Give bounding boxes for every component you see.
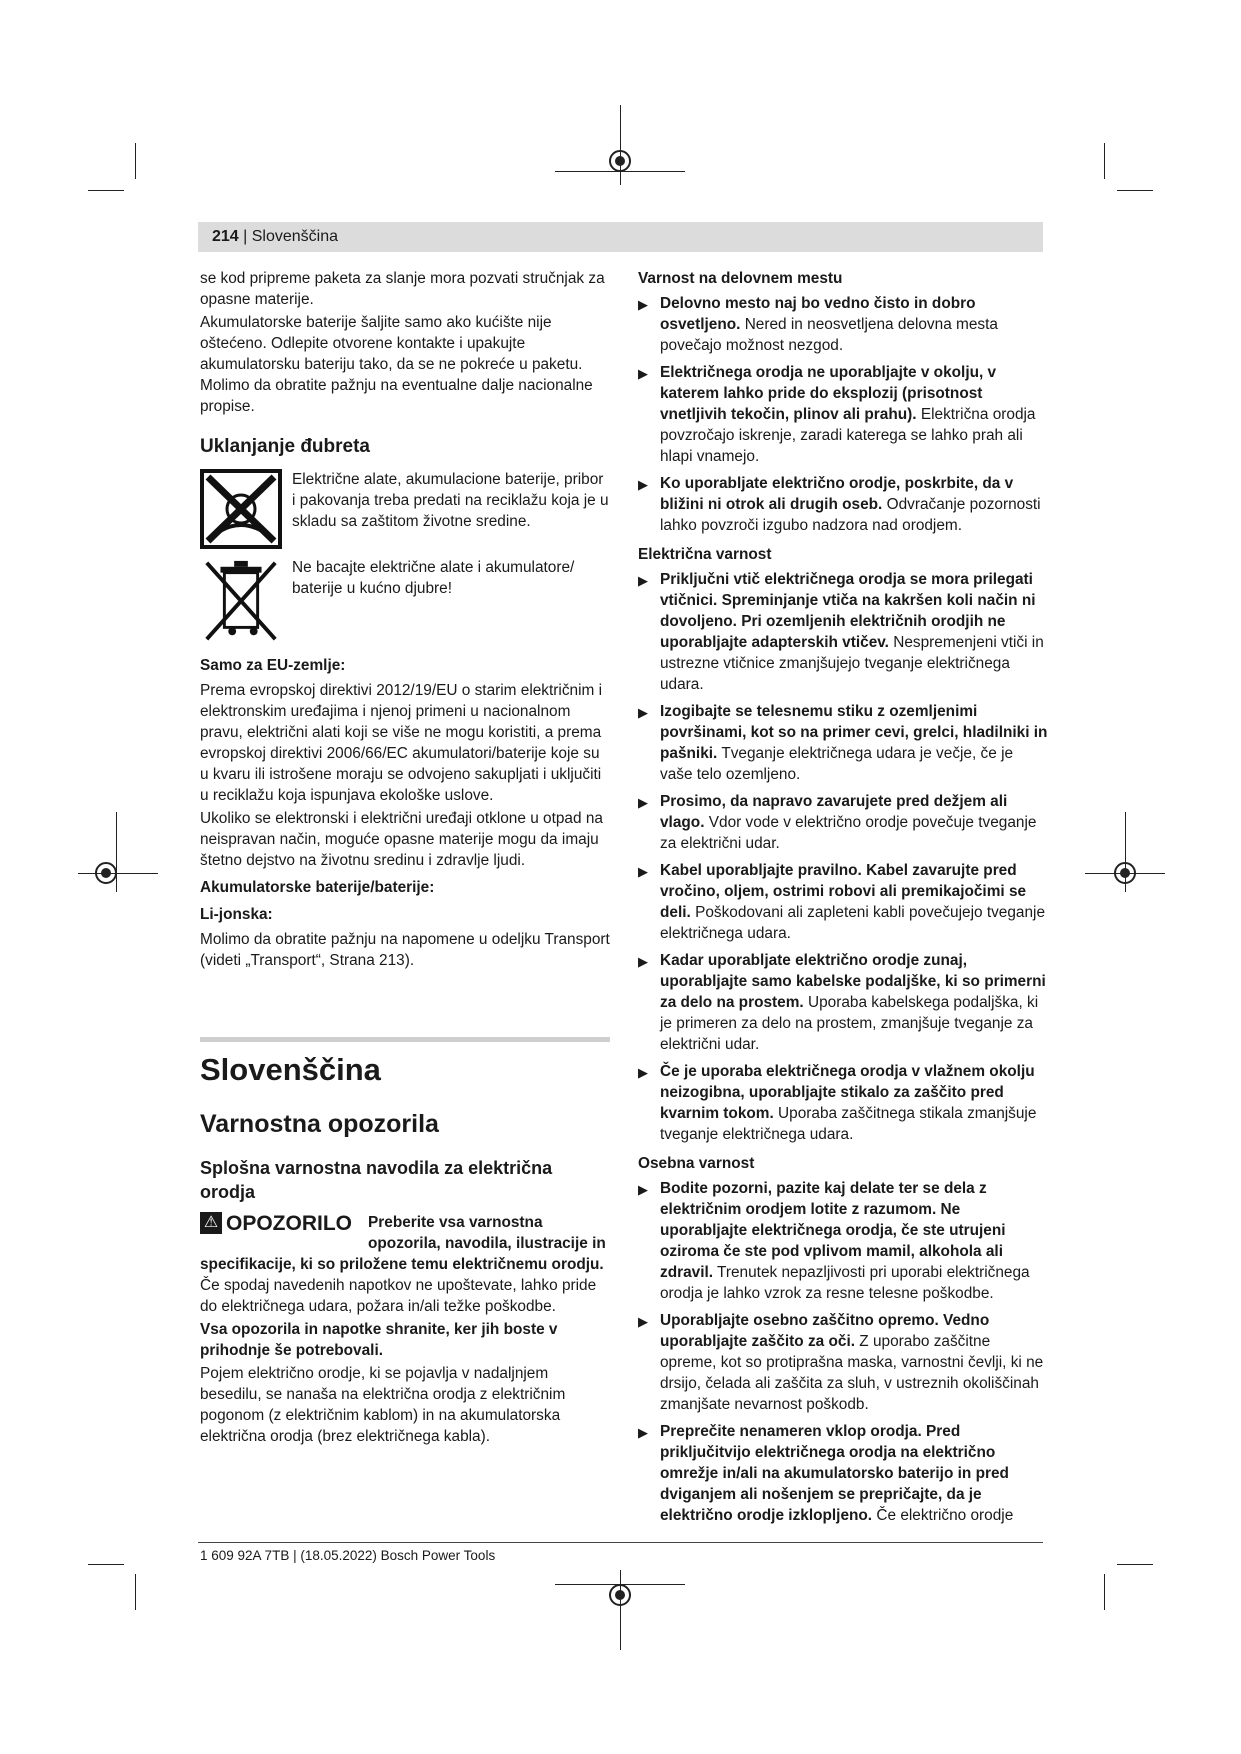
list-item xyxy=(638,473,1048,536)
item-bold: Bodite pozorni, pazite kaj delate ter se dela z električnim orodjem lotite z razumom. Ne uporabljajte električnega orodja, če ste utrujeni oziroma če ste pod vplivom mamil, alkohola ali zdravil. xyxy=(660,1180,1006,1281)
warning-bold-b: specifikacije, ki so priložene temu električnemu orodju. xyxy=(200,1256,604,1273)
crop-mark xyxy=(135,1574,136,1610)
registration-mark-icon xyxy=(1114,862,1136,884)
page-header: 214 | Slovenščina xyxy=(198,222,1043,252)
arrow-icon: ▶ xyxy=(638,795,648,810)
crop-mark xyxy=(88,1564,124,1565)
work-area-title: Varnost na delovnem mestu xyxy=(638,270,843,287)
registration-mark-icon xyxy=(95,862,117,884)
disposal-row xyxy=(200,469,610,549)
personal-safety-title: Osebna varnost xyxy=(638,1155,755,1172)
arrow-icon: ▶ xyxy=(638,1425,648,1440)
warning-text: Če spodaj navedenih napotkov ne upoštevate, lahko pride do električnega udara, požara in/ali težke poškodbe. xyxy=(200,1277,597,1315)
page-footer: 1 609 92A 7TB | (18.05.2022) Bosch Power Tools xyxy=(200,1548,496,1563)
arrow-icon: ▶ xyxy=(638,1314,648,1329)
eu-title: Samo za EU-zemlje: xyxy=(200,657,346,674)
intro-paragraph: se kod pripreme paketa za slanje mora pozvati stručnjak za opasne materije. xyxy=(200,270,605,308)
safety-title: Varnostna opozorila xyxy=(200,1110,439,1138)
item-text: Nespremenjeni vtiči in ustrezne vtičnice zmanjšujejo tveganje električnega udara. xyxy=(660,634,1044,693)
warning-icon: ⚠ xyxy=(200,1212,222,1234)
li-title: Li-jonska: xyxy=(200,906,273,923)
arrow-icon: ▶ xyxy=(638,477,648,492)
item-bold: Preprečite nenameren vklop orodja. Pred priključitvijo električnega orodja na električno omrežje in/ali na akumulatorsko baterijo in pred dviganjem ali nošenjem se prepričajte, da je električno orodje izklopljeno. xyxy=(660,1423,1009,1524)
arrow-icon: ▶ xyxy=(638,366,648,381)
item-bold: Izogibajte se telesnemu stiku z ozemljenimi površinami, kot so na primer cevi, grelci, hladilniki in pašniki. xyxy=(660,703,1048,762)
item-bold: Priključni vtič električnega orodja se mora prilegati vtičnici. Spreminjanje vtiča na kakršen koli način ni dovoljeno. Pri ozemljenih električnih orodjih ne uporabljajte adapterskih vtičev. xyxy=(660,571,1036,651)
item-text: Tveganje električnega udara je večje, če je vaše telo ozemljeno. xyxy=(660,745,1014,783)
crop-mark xyxy=(135,143,136,179)
eu-paragraph: Ukoliko se elektronski i električni uređaji otklone u otpad na neispravan način, moguće opasne materije mogu da imaju štetno dejstvo na životnu sredinu i zdravlje ljudi. xyxy=(200,810,603,869)
item-bold: Uporabljajte osebno zaščitno opremo. Vedno uporabljajte zaščito za oči. xyxy=(660,1312,990,1350)
arrow-icon: ▶ xyxy=(638,954,648,969)
registration-line xyxy=(620,105,621,185)
item-text: Trenutek nepazljivosti pri uporabi električnega orodja je lahko vzrok za resne telesne poškodbe. xyxy=(660,1264,1030,1302)
warning-bold-a: Preberite vsa varnostna opozorila, navodila, ilustracije in xyxy=(368,1214,606,1252)
item-text: Vdor vode v električno orodje povečuje tveganje za električni udar. xyxy=(660,814,1037,852)
keep-instructions: Vsa opozorila in napotke shranite, ker jih boste v prihodnje še potrebovali. xyxy=(200,1321,558,1359)
item-bold: Ko uporabljate električno orodje, poskrbite, da v bližini ni otrok ali drugih oseb. xyxy=(660,475,1014,513)
item-bold: Prosimo, da napravo zavarujete pred dežjem ali vlago. xyxy=(660,793,1008,831)
crossed-bin-icon xyxy=(200,557,282,645)
item-text: Poškodovani ali zapleteni kabli povečujejo tveganje električnega udara. xyxy=(660,904,1046,942)
left-column xyxy=(200,268,610,1449)
registration-mark-icon xyxy=(609,1584,631,1606)
crop-mark xyxy=(1117,1564,1153,1565)
registration-line xyxy=(116,812,117,892)
registration-mark-icon xyxy=(609,150,631,172)
arrow-icon: ▶ xyxy=(638,1182,648,1197)
general-safety-title: Splošna varnostna navodila za električna orodja xyxy=(200,1158,553,1202)
list-item xyxy=(638,293,1048,356)
arrow-icon: ▶ xyxy=(638,297,648,312)
item-bold: Kabel uporabljajte pravilno. Kabel zavarujte pred vročino, oljem, ostrimi robovi ali premikajočimi se deli. xyxy=(660,862,1027,921)
item-text: Če električno orodje xyxy=(876,1507,1014,1524)
item-bold: Delovno mesto naj bo vedno čisto in dobro osvetljeno. xyxy=(660,295,976,333)
header-language: Slovenščina xyxy=(251,228,339,245)
list-item xyxy=(638,791,1048,854)
disposal-row xyxy=(200,557,610,645)
recycling-tools-icon xyxy=(200,469,282,549)
li-text: Molimo da obratite pažnju na napomene u odeljku Transport (videti „Transport“, Strana 213). xyxy=(200,931,610,969)
page-number: 214 xyxy=(212,228,239,245)
crop-mark xyxy=(1104,1574,1105,1610)
item-text: Električna orodja povzročajo iskrenje, zaradi katerega se lahko prah ali hlapi vnamejo. xyxy=(660,406,1036,465)
item-bold: Kadar uporabljate električno orodje zunaj, uporabljajte samo kabelske podaljške, ki so primerni za delo na prostem. xyxy=(660,952,1046,1011)
registration-line xyxy=(78,873,158,874)
electrical-safety-title: Električna varnost xyxy=(638,546,772,563)
list-item xyxy=(638,860,1048,944)
list-item xyxy=(638,1421,1048,1526)
item-bold: Če je uporaba električnega orodja v vlažnem okolju neizogibna, uporabljajte stikalo za zaščito pred kvarnim tokom. xyxy=(660,1063,1035,1122)
arrow-icon: ▶ xyxy=(638,1065,648,1080)
arrow-icon: ▶ xyxy=(638,573,648,588)
registration-line xyxy=(620,1570,621,1650)
list-item xyxy=(638,362,1048,467)
arrow-icon: ▶ xyxy=(638,705,648,720)
list-item xyxy=(638,950,1048,1055)
list-item xyxy=(638,1310,1048,1415)
item-text: Z uporabo zaščitne opreme, kot so protiprašna maska, varnostni čevlji, ki ne drsijo, čelada ali zaščita za sluh, v ustreznih okoliščinah zmanjšate nevarnost poškodb. xyxy=(660,1333,1044,1413)
warning-label xyxy=(200,1212,352,1234)
disposal-text-1: Električne alate, akumulacione baterije, pribor i pakovanja treba predati na reciklažu koja je u skladu sa zaštitom životne sredine. xyxy=(292,471,609,530)
crop-mark xyxy=(1117,190,1153,191)
item-text: Uporaba kabelskega podaljška, ki je primeren za delo na prostem, zmanjšuje tveganje za električni udar. xyxy=(660,994,1039,1053)
eu-paragraph: Prema evropskoj direktivi 2012/19/EU o starim električnim i elektronskim uređajima i njenoj primeni u nacionalnom pravu, električni alati koji se više ne mogu koristiti, a prema evropskoj direktivi 2006/66/EC akumulatori/baterije koje su u kvaru ili istrošene moraju se odvojeno sakupljati i uključiti u reciklažu koja ispunjava ekološke uslove. xyxy=(200,682,603,804)
footer-divider xyxy=(198,1542,1043,1543)
right-column xyxy=(638,268,1048,1532)
disposal-title: Uklanjanje đubreta xyxy=(200,436,370,457)
item-text: Nered in neosvetljena delovna mesta povečajo možnost nezgod. xyxy=(660,316,998,354)
warning-block xyxy=(200,1212,610,1254)
list-item xyxy=(638,569,1048,695)
item-text: Odvračanje pozornosti lahko povzroči izgubo nadzora nad orodjem. xyxy=(660,496,1041,534)
list-item xyxy=(638,1061,1048,1145)
battery-title: Akumulatorske baterije/baterije: xyxy=(200,879,435,896)
list-item xyxy=(638,1178,1048,1304)
crop-mark xyxy=(88,190,124,191)
section-divider xyxy=(200,1037,610,1042)
item-bold: Električnega orodja ne uporabljajte v okolju, v katerem lahko pride do eksplozij (prisotnost vnetljivih tekočin, plinov ali prahu). xyxy=(660,364,997,423)
list-item xyxy=(638,701,1048,785)
language-title: Slovenščina xyxy=(200,1052,381,1087)
term-definition: Pojem električno orodje, ki se pojavlja v nadaljnjem besedilu, se nanaša na električna orodja z električnim pogonom (z električnim kablom) in na akumulatorska električna orodja (brez električnega kabla). xyxy=(200,1365,566,1445)
warning-label-text: OPOZORILO xyxy=(226,1211,352,1235)
item-text: Uporaba zaščitnega stikala zmanjšuje tveganje električnega udara. xyxy=(660,1105,1037,1143)
arrow-icon: ▶ xyxy=(638,864,648,879)
crop-mark xyxy=(1104,143,1105,179)
disposal-text-2: Ne bacajte električne alate i akumulatore/ baterije u kućno djubre! xyxy=(292,559,575,597)
intro-paragraph: Akumulatorske baterije šaljite samo ako kućište nije oštećeno. Odlepite otvorene kontakte i upakujte akumulatorsku bateriju tako, da se ne pokreće u paketu. Molimo da obratite pažnju na eventualne dalje nacionalne propise. xyxy=(200,314,593,415)
